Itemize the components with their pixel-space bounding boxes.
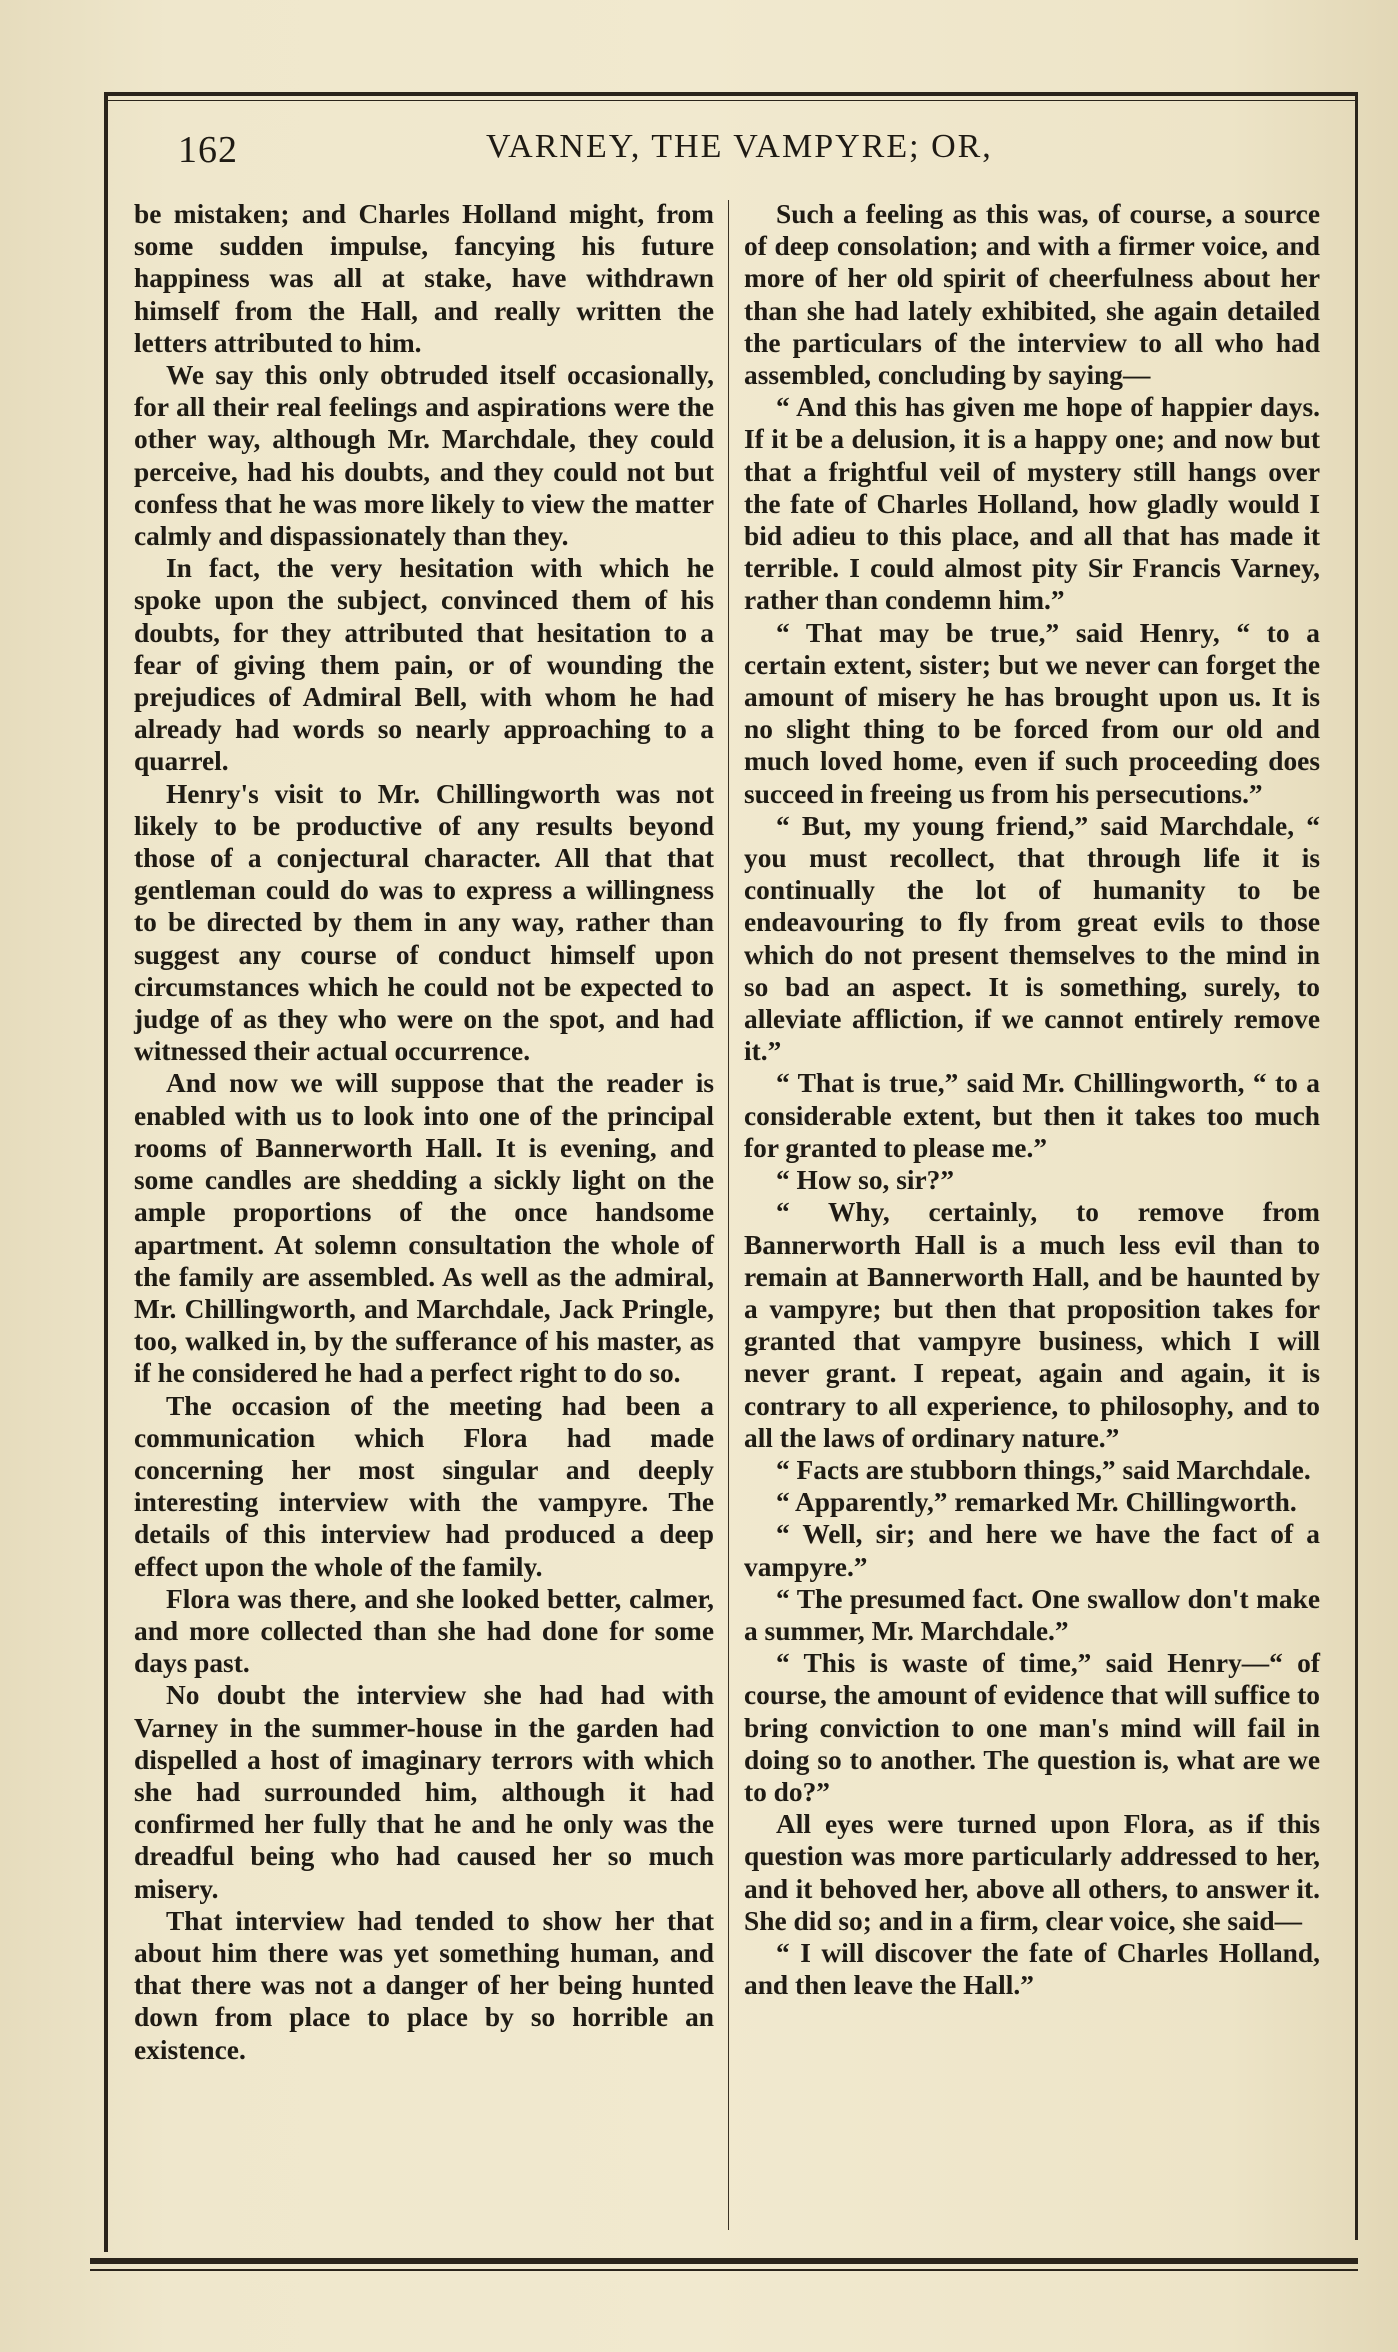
bottom-border-rule bbox=[90, 2258, 1358, 2264]
paragraph: No doubt the interview she had had with Varney in the summer-house in the garden had dispelled a host of imaginary terrors with which she had surrounded him, although it had confirmed her fully that he and he only was the dreadful being who had caused her so much misery. bbox=[134, 1680, 714, 1904]
paragraph: “ That is true,” said Mr. Chillingworth, “ to a considerable extent, but then it takes too much for granted to please me.” bbox=[744, 1068, 1320, 1163]
paragraph: “ Why, certainly, to remove from Bannerworth Hall is a much less evil than to remain at Bannerworth Hall, and be haunted by a vampyre; but then that proposition takes for granted that vampyre business, which I will never grant. I repeat, again and again, it is contrary to all experience, to philosophy, and to all the laws of ordinary nature.” bbox=[744, 1197, 1320, 1453]
page-number: 162 bbox=[178, 129, 238, 171]
column-divider bbox=[728, 200, 729, 2230]
paragraph: Henry's visit to Mr. Chillingworth was not likely to be productive of any results beyond those of a conjectural character. All that that gentleman could do was to express a willingness to be directed by them in any way, rather than suggest any course of conduct himself upon circumstances which he could not be expected to judge of as they who were on the spot, and had witnessed their actual occurrence. bbox=[134, 778, 714, 1067]
paragraph: That interview had tended to show her that about him there was yet something human, and that there was not a danger of her being hunted down from place to place by so horrible an existence. bbox=[134, 1905, 714, 2065]
paragraph: We say this only obtruded itself occasionally, for all their real feelings and aspirations were the other way, although Mr. Marchdale, they could perceive, had his doubts, and they could not but confess that he was more likely to view the matter calmly and dispassionately than they. bbox=[134, 360, 714, 552]
page-header bbox=[160, 128, 1328, 172]
paragraph: “ Apparently,” remarked Mr. Chillingworth. bbox=[776, 1487, 1297, 1518]
paragraph: The occasion of the meeting had been a communication which Flora had made concerning her most singular and deeply interesting interview with the vampyre. The details of this interview had produced a deep effect upon the whole of the family. bbox=[134, 1390, 714, 1582]
bottom-border-thin-rule bbox=[90, 2269, 1358, 2271]
left-border-rule bbox=[104, 92, 108, 2252]
right-border-rule bbox=[1355, 92, 1358, 2240]
paragraph: “ Well, sir; and here we have the fact of a vampyre.” bbox=[744, 1519, 1320, 1582]
paragraph: “ And this has given me hope of happier days. If it be a delusion, it is a happy one; and now but that a frightful veil of mystery still hangs over the fate of Charles Holland, how gladly would I bid adieu to this place, and all that has made it terrible. I could almost pity Sir Francis Varney, rather than condemn him.” bbox=[744, 392, 1320, 616]
paragraph: “ How so, sir?” bbox=[776, 1165, 955, 1196]
left-column bbox=[134, 198, 714, 2066]
paragraph: And now we will suppose that the reader is enabled with us to look into one of the principal rooms of Bannerworth Hall. It is evening, and some candles are shedding a sickly light on the ample proportions of the once handsome apartment. At solemn consultation the whole of the family are assembled. As well as the admiral, Mr. Chillingworth, and Marchdale, Jack Pringle, too, walked in, by the sufferance of his master, as if he considered he had a perfect right to do so. bbox=[134, 1068, 714, 1389]
paragraph: “ I will discover the fate of Charles Holland, and then leave the Hall.” bbox=[744, 1937, 1320, 2001]
paragraph: “ That may be true,” said Henry, “ to a certain extent, sister; but we never can forget the amount of misery he has brought upon us. It is no slight thing to be forced from our old and much loved home, even if such proceeding does succeed in freeing us from his persecutions.” bbox=[744, 617, 1320, 809]
top-border-thin-rule bbox=[108, 100, 1356, 101]
paragraph: “ This is waste of time,” said Henry—“ of course, the amount of evidence that will suffice to bring conviction to one man's mind will fail in doing so to another. The question is, what are we to do?” bbox=[744, 1648, 1320, 1807]
paragraph: All eyes were turned upon Flora, as if this question was more particularly addressed to her, and it behoved her, above all others, to answer it. She did so; and in a firm, clear voice, she said— bbox=[744, 1809, 1320, 1936]
paragraph: “ But, my young friend,” said Marchdale, “ you must recollect, that through life it is continually the lot of humanity to be endeavouring to fly from great evils to those which do not present themselves to the mind in so bad an aspect. It is something, surely, to alleviate affliction, if we cannot entirely remove it.” bbox=[744, 810, 1320, 1067]
paragraph: be mistaken; and Charles Holland might, from some sudden impulse, fancying his future happiness was all at stake, have withdrawn himself from the Hall, and really written the letters attributed to him. bbox=[134, 199, 714, 358]
paragraph: “ The presumed fact. One swallow don't make a summer, Mr. Marchdale.” bbox=[744, 1583, 1320, 1646]
right-column bbox=[744, 198, 1320, 2001]
top-border-rule bbox=[108, 92, 1356, 96]
paragraph: “ Facts are stubborn things,” said Marchdale. bbox=[776, 1454, 1311, 1485]
paragraph: Flora was there, and she looked better, calmer, and more collected than she had done for some days past. bbox=[134, 1583, 714, 1679]
paragraph: Such a feeling as this was, of course, a source of deep consolation; and with a firmer voice, and more of her old spirit of cheerfulness about her than she had lately exhibited, she again detailed the particulars of the interview to all who had assembled, concluding by saying— bbox=[744, 199, 1320, 391]
running-title: VARNEY, THE VAMPYRE; OR, bbox=[486, 128, 993, 165]
paragraph: In fact, the very hesitation with which he spoke upon the subject, convinced them of his doubts, for they attributed that hesitation to a fear of giving them pain, or of wounding the prejudices of Admiral Bell, with whom he had already had words so nearly approaching to a quarrel. bbox=[134, 553, 714, 777]
